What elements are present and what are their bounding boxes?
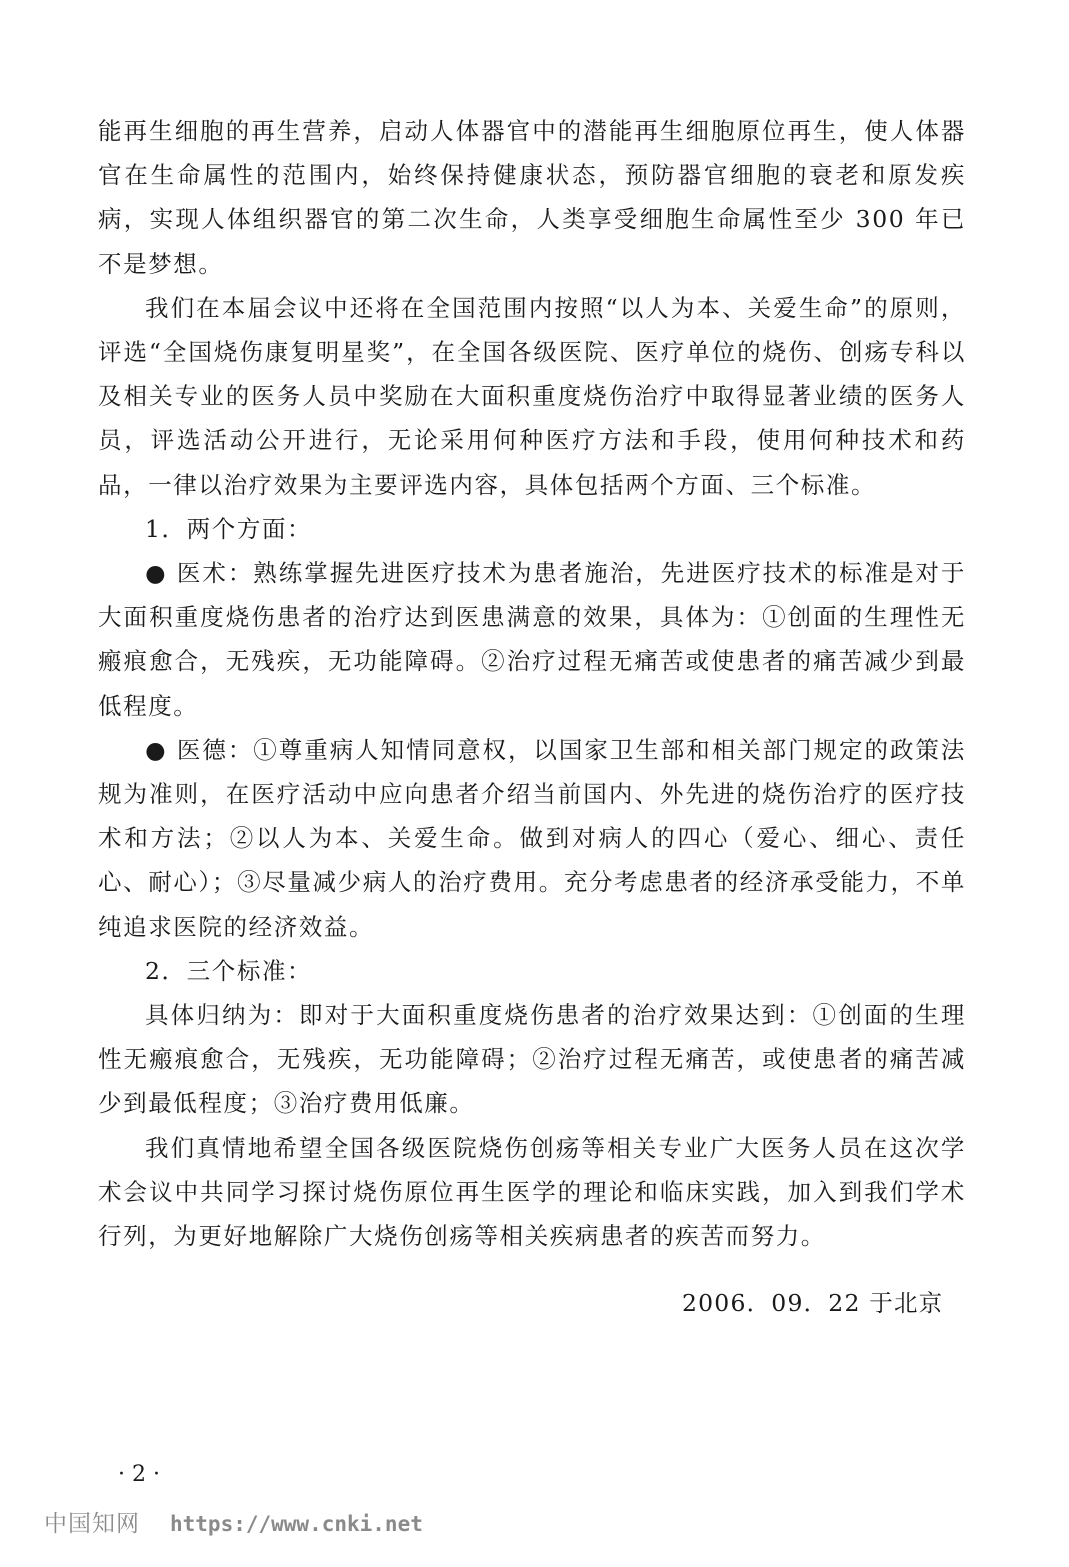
heading-three-standards: 2．三个标准： [145,956,313,985]
paragraph-award-intro: 我们在本届会议中还将在全国范围内按照“以人为本、关爱生命”的原则，评选“全国烧伤康复明星奖”，在全国各级医院、医疗单位的烧伤、创疡专科以及相关专业的医务人员中奖励在大面积重度烧伤治疗中取得显著业绩的医务人员，评选活动公开进行，无论采用何种医疗方法和手段，使用何种技术和药品，一律以治疗效果为主要评选内容，具体包括两个方面、三个标准。 [98,293,966,499]
heading-two-aspects: 1．两个方面： [145,514,313,543]
paragraph-continuation: 能再生细胞的再生营养，启动人体器官中的潜能再生细胞原位再生，使人体器官在生命属性的范围内，始终保持健康状态，预防器官细胞的衰老和原发疾病，实现人体组织器官的第二次生命，人类享受细胞生命属性至少 300 年已不是梦想。 [98,117,966,278]
cnki-watermark [44,1505,423,1538]
watermark-name: 中国知网 [44,1511,140,1537]
paragraph-medical-skill: ● 医术：熟练掌握先进医疗技术为患者施治，先进医疗技术的标准是对于大面积重度烧伤患者的治疗达到医患满意的效果，具体为：①创面的生理性无瘢痕愈合，无残疾，无功能障碍。②治疗过程无痛苦或使患者的痛苦减少到最低程度。 [98,559,966,720]
paragraph-medical-ethics: ● 医德：①尊重病人知情同意权，以国家卫生部和相关部门规定的政策法规为准则，在医疗活动中应向患者介绍当前国内、外先进的烧伤治疗的医疗技术和方法；②以人为本、关爱生命。做到对病人的四心（爱心、细心、责任心、耐心）；③尽量减少病人的治疗费用。充分考虑患者的经济承受能力，不单纯追求医院的经济效益。 [98,735,966,941]
watermark-url: https://www.cnki.net [170,1512,423,1536]
paragraph-standards-summary: 具体归纳为：即对于大面积重度烧伤患者的治疗效果达到：①创面的生理性无瘢痕愈合，无残疾，无功能障碍；②治疗过程无痛苦，或使患者的痛苦减少到最低程度；③治疗费用低廉。 [98,1001,966,1118]
page-number: · 2 · [118,1462,160,1487]
body-text [98,109,966,1258]
date-signature: 2006．09．22 于北京 [682,1289,944,1317]
paragraph-closing-wish: 我们真情地希望全国各级医院烧伤创疡等相关专业广大医务人员在这次学术会议中共同学习探讨烧伤原位再生医学的理论和临床实践，加入到我们学术行列，为更好地解除广大烧伤创疡等相关疾病患者的疾苦而努力。 [98,1133,966,1251]
